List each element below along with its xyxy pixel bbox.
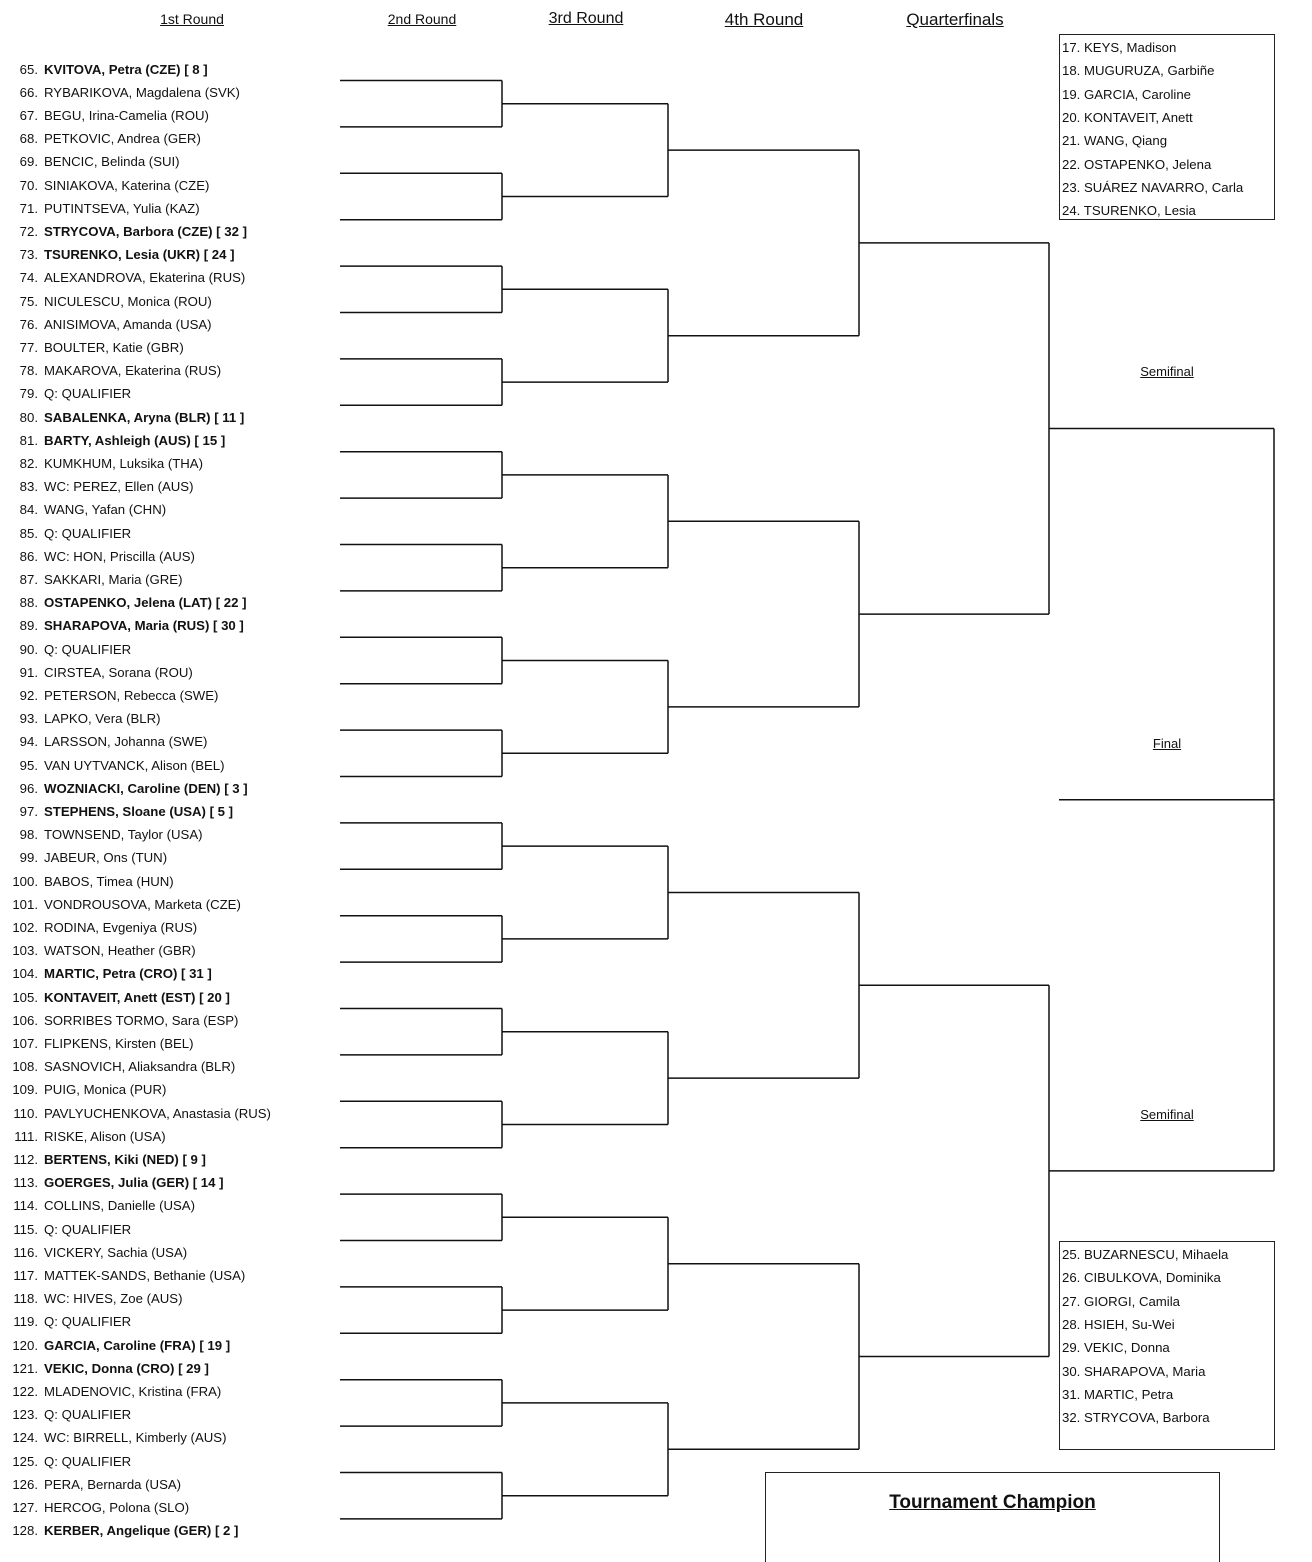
seed-entry: 22. OSTAPENKO, Jelena (1062, 156, 1212, 172)
draw-position: 94. (19, 734, 38, 750)
seed-entry: 26. CIBULKOVA, Dominika (1062, 1270, 1221, 1286)
draw-position: 120. (12, 1337, 38, 1353)
player-name: STRYCOVA, Barbora (CZE) [ 32 ] (44, 223, 247, 239)
player-name: RODINA, Evgeniya (RUS) (44, 919, 198, 935)
draw-position: 82. (19, 455, 38, 471)
seed-entry: 21. WANG, Qiang (1062, 133, 1168, 149)
draw-position: 71. (19, 200, 38, 216)
player-name: WATSON, Heather (GBR) (44, 943, 196, 959)
seed-entry: 32. STRYCOVA, Barbora (1062, 1410, 1210, 1426)
player-name: WOZNIACKI, Caroline (DEN) [ 3 ] (44, 780, 248, 796)
player-name: Q: QUALIFIER (44, 1453, 132, 1469)
player-name: WC: PEREZ, Ellen (AUS) (44, 479, 194, 495)
draw-position: 92. (19, 687, 38, 703)
draw-position: 73. (19, 247, 38, 263)
tournament-champion-box (765, 1472, 1220, 1562)
player-name: LAPKO, Vera (BLR) (44, 711, 161, 727)
draw-position: 104. (12, 966, 38, 982)
draw-position: 128. (12, 1523, 38, 1539)
player-name: SASNOVICH, Aliaksandra (BLR) (44, 1059, 236, 1075)
player-name: RYBARIKOVA, Magdalena (SVK) (44, 84, 240, 100)
seed-entry: 17. KEYS, Madison (1062, 40, 1177, 55)
player-name: WANG, Yafan (CHN) (44, 502, 167, 518)
header-quarterfinals: Quarterfinals (906, 10, 1004, 29)
player-name: BABOS, Timea (HUN) (44, 873, 174, 889)
player-name: Q: QUALIFIER (44, 1221, 132, 1237)
draw-position: 88. (19, 595, 38, 611)
player-name: MAKAROVA, Ekaterina (RUS) (44, 363, 222, 379)
seed-entry: 19. GARCIA, Caroline (1062, 86, 1191, 102)
player-name: PERA, Bernarda (USA) (44, 1476, 182, 1492)
draw-position: 124. (12, 1430, 38, 1446)
player-name: ALEXANDROVA, Ekaterina (RUS) (44, 270, 246, 286)
draw-position: 102. (12, 919, 38, 935)
player-name: BENCIC, Belinda (SUI) (44, 154, 180, 170)
draw-position: 110. (13, 1105, 38, 1121)
seed-entry: 18. MUGURUZA, Garbiñe (1062, 63, 1215, 79)
player-name: KONTAVEIT, Anett (EST) [ 20 ] (44, 989, 230, 1005)
player-name: Q: QUALIFIER (44, 1314, 132, 1330)
draw-position: 125. (12, 1453, 38, 1469)
seed-entry: 27. GIORGI, Camila (1062, 1293, 1180, 1309)
player-name: MLADENOVIC, Kristina (FRA) (44, 1383, 222, 1399)
draw-position: 66. (19, 84, 38, 100)
seed-entry: 31. MARTIC, Petra (1062, 1386, 1174, 1402)
draw-position: 89. (19, 618, 38, 634)
player-name: BERTENS, Kiki (NED) [ 9 ] (44, 1151, 206, 1167)
player-name: KUMKHUM, Luksika (THA) (44, 455, 203, 471)
draw-position: 121. (12, 1360, 38, 1376)
draw-position: 81. (19, 432, 38, 448)
player-name: PUIG, Monica (PUR) (44, 1082, 167, 1098)
player-name: BOULTER, Katie (GBR) (44, 339, 184, 355)
draw-position: 72. (19, 223, 38, 239)
seed-entry: 23. SUÁREZ NAVARRO, Carla (1062, 179, 1244, 195)
player-name: WC: BIRRELL, Kimberly (AUS) (44, 1430, 227, 1446)
player-name: SINIAKOVA, Katerina (CZE) (44, 177, 210, 193)
draw-position: 103. (12, 943, 38, 959)
player-name: Q: QUALIFIER (44, 1407, 132, 1423)
draw-position: 79. (19, 386, 38, 402)
player-name: HERCOG, Polona (SLO) (44, 1499, 190, 1515)
player-name: JABEUR, Ons (TUN) (44, 850, 168, 866)
draw-position: 69. (19, 154, 38, 170)
draw-position: 83. (19, 479, 38, 495)
seed-entry: 20. KONTAVEIT, Anett (1062, 109, 1193, 125)
draw-position: 107. (12, 1035, 38, 1051)
header-2nd-round: 2nd Round (387, 11, 457, 27)
draw-position: 115. (13, 1221, 38, 1237)
player-name: STEPHENS, Sloane (USA) [ 5 ] (44, 803, 234, 819)
final-label: Final (1152, 736, 1182, 751)
player-name: VICKERY, Sachia (USA) (44, 1244, 188, 1260)
draw-position: 87. (19, 571, 38, 587)
semifinal-label-top: Semifinal (1140, 364, 1194, 379)
player-name: LARSSON, Johanna (SWE) (44, 734, 208, 750)
player-name: GOERGES, Julia (GER) [ 14 ] (44, 1175, 224, 1191)
player-name: OSTAPENKO, Jelena (LAT) [ 22 ] (44, 595, 247, 611)
player-name: PUTINTSEVA, Yulia (KAZ) (44, 200, 200, 216)
draw-position: 95. (19, 757, 38, 773)
player-name: PAVLYUCHENKOVA, Anastasia (RUS) (44, 1105, 271, 1121)
draw-position: 90. (19, 641, 38, 657)
draw-position: 91. (19, 664, 38, 680)
draw-position: 70. (19, 177, 38, 193)
draw-position: 123. (12, 1407, 38, 1423)
draw-position: 127. (12, 1499, 38, 1515)
tournament-champion-title: Tournament Champion (889, 1492, 1096, 1513)
player-name: WC: HIVES, Zoe (AUS) (44, 1291, 183, 1307)
player-name: Q: QUALIFIER (44, 641, 132, 657)
draw-position: 113. (13, 1175, 38, 1191)
draw-position: 118. (13, 1291, 38, 1307)
player-name: VONDROUSOVA, Marketa (CZE) (44, 896, 241, 912)
draw-position: 112. (13, 1151, 38, 1167)
player-name: SAKKARI, Maria (GRE) (44, 571, 183, 587)
draw-position: 75. (19, 293, 38, 309)
draw-position: 108. (12, 1059, 38, 1075)
draw-position: 106. (12, 1012, 38, 1028)
player-name: ANISIMOVA, Amanda (USA) (44, 316, 212, 332)
header-4th-round: 4th Round (724, 10, 804, 29)
seed-entry: 30. SHARAPOVA, Maria (1062, 1363, 1206, 1379)
player-name: CIRSTEA, Sorana (ROU) (44, 664, 193, 680)
draw-position: 80. (19, 409, 38, 425)
player-name: Q: QUALIFIER (44, 525, 132, 541)
player-name: WC: HON, Priscilla (AUS) (44, 548, 195, 564)
player-name: FLIPKENS, Kirsten (BEL) (44, 1035, 194, 1051)
draw-position: 85. (19, 525, 38, 541)
draw-position: 100. (12, 873, 38, 889)
player-name: BEGU, Irina-Camelia (ROU) (44, 107, 209, 123)
draw-position: 126. (12, 1476, 38, 1492)
player-name: VAN UYTVANCK, Alison (BEL) (44, 757, 225, 773)
draw-position: 122. (12, 1383, 38, 1399)
draw-position: 68. (19, 131, 38, 147)
draw-position: 97. (19, 803, 38, 819)
player-name: NICULESCU, Monica (ROU) (44, 293, 212, 309)
draw-position: 84. (19, 502, 38, 518)
seed-entry: 25. BUZARNESCU, Mihaela (1062, 1247, 1229, 1262)
draw-position: 78. (19, 363, 38, 379)
player-name: TOWNSEND, Taylor (USA) (44, 827, 203, 843)
player-name: SHARAPOVA, Maria (RUS) [ 30 ] (44, 618, 244, 634)
draw-position: 98. (19, 827, 38, 843)
draw-position: 86. (19, 548, 38, 564)
draw-position: 67. (19, 107, 38, 123)
player-name: MATTEK-SANDS, Bethanie (USA) (44, 1267, 246, 1283)
draw-position: 74. (19, 270, 38, 286)
draw-position: 77. (19, 339, 38, 355)
player-name: KERBER, Angelique (GER) [ 2 ] (44, 1523, 239, 1539)
draw-position: 111. (14, 1128, 38, 1144)
player-name: PETKOVIC, Andrea (GER) (44, 131, 201, 147)
player-name: VEKIC, Donna (CRO) [ 29 ] (44, 1360, 209, 1376)
player-name: RISKE, Alison (USA) (44, 1128, 166, 1144)
seed-list-bottom (1059, 1241, 1275, 1450)
player-name: GARCIA, Caroline (FRA) [ 19 ] (44, 1337, 231, 1353)
draw-position: 96. (19, 780, 38, 796)
draw-position: 114. (13, 1198, 38, 1214)
seed-list-top (1059, 34, 1275, 220)
player-name: Q: QUALIFIER (44, 386, 132, 402)
player-name: TSURENKO, Lesia (UKR) [ 24 ] (44, 247, 235, 263)
draw-position: 101. (12, 896, 38, 912)
seed-entry: 28. HSIEH, Su-Wei (1062, 1316, 1175, 1332)
draw-position: 109. (12, 1082, 38, 1098)
semifinal-label-bottom: Semifinal (1140, 1107, 1194, 1122)
player-name: SABALENKA, Aryna (BLR) [ 11 ] (44, 409, 245, 425)
seed-entry: 24. TSURENKO, Lesia (1062, 203, 1196, 219)
player-name: SORRIBES TORMO, Sara (ESP) (44, 1012, 239, 1028)
player-name: KVITOVA, Petra (CZE) [ 8 ] (44, 61, 208, 77)
draw-position: 65. (19, 61, 38, 77)
player-name: PETERSON, Rebecca (SWE) (44, 687, 219, 703)
draw-position: 93. (19, 711, 38, 727)
header-3rd-round: 3rd Round (548, 10, 624, 27)
seed-entry: 29. VEKIC, Donna (1062, 1340, 1170, 1356)
header-1st-round: 1st Round (160, 11, 224, 27)
player-name: COLLINS, Danielle (USA) (44, 1198, 195, 1214)
draw-position: 117. (13, 1267, 38, 1283)
player-name: BARTY, Ashleigh (AUS) [ 15 ] (44, 432, 226, 448)
draw-position: 99. (19, 850, 38, 866)
draw-position: 116. (13, 1244, 38, 1260)
player-name: MARTIC, Petra (CRO) [ 31 ] (44, 966, 212, 982)
draw-position: 76. (19, 316, 38, 332)
draw-position: 119. (13, 1314, 38, 1330)
draw-position: 105. (12, 989, 38, 1005)
